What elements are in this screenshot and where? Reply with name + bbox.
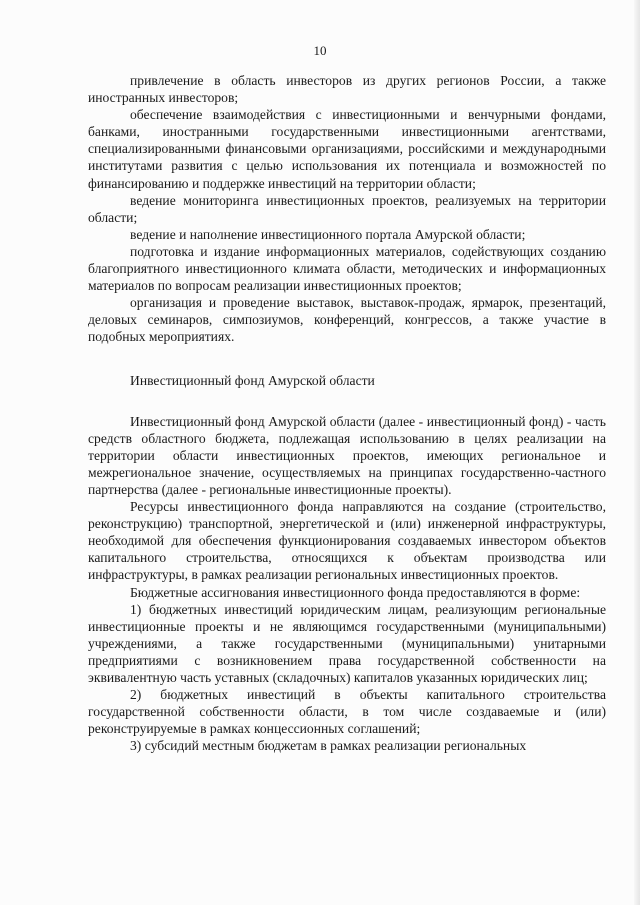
list-item-2: 2) бюджетных инвестиций в объекты капитального строительства государственной собственности области, в том числе создаваемые и (или) реконструируемые в рамках концессионных соглашений; [88, 687, 606, 737]
paragraph-interaction-funds: обеспечение взаимодействия с инвестиционными и венчурными фондами, банками, иностранными государственными инвестиционными агентствами, специализированными финансовыми организациями, российскими и международными институтами развития с целью использования их потенциала и возможностей по финансированию и поддержке инвестиций на территории области; [88, 107, 606, 191]
scan-edge-shadow [634, 0, 640, 905]
paragraph-budget-allocations: Бюджетные ассигнования инвестиционного фонда предоставляются в форме: [130, 584, 581, 600]
page-number: 10 [313, 43, 327, 58]
paragraph-materials: подготовка и издание информационных материалов, содействующих созданию благоприятного инвестиционного климата области, методических и информационных материалов по вопросам реализации инвестиционных проектов; [88, 243, 606, 294]
paragraph-portal: ведение и наполнение инвестиционного портала Амурской области; [130, 226, 526, 242]
paragraph-fund-definition: Инвестиционный фонд Амурской области (далее - инвестиционный фонд) - часть средств областного бюджета, подлежащая использованию в целях реализации на территории области инвестиционных проектов, имеющих региональное и межрегиональное значение, осуществляемых на принципах государственно-частного партнерства (далее - региональные инвестиционные проекты). [88, 413, 606, 497]
section-heading: Инвестиционный фонд Амурской области [130, 372, 375, 388]
paragraph-monitoring: ведение мониторинга инвестиционных проектов, реализуемых на территории области; [88, 192, 606, 225]
document-body [88, 72, 606, 754]
list-item-1: 1) бюджетных инвестиций юридическим лицам, реализующим региональные инвестиционные проекты и не являющимся государственными (муниципальными) учреждениями, а также государственными (муниципальными) унитарными предприятиями с возникновением права государственной собственности на эквивалентную часть уставных (складочных) капиталов указанных юридических лиц; [88, 601, 606, 685]
paragraph-fund-resources: Ресурсы инвестиционного фонда направляются на создание (строительство, реконструкцию) транспортной, энергетической и (или) инженерной инфраструктуры, необходимой для обеспечения функционирования создаваемых инвестором объектов капитального строительства, относящихся к объектам производства или инфраструктуры, в рамках реализации региональных инвестиционных проектов. [88, 499, 606, 583]
paragraph-exhibitions: организация и проведение выставок, выставок-продаж, ярмарок, презентаций, деловых семинаров, симпозиумов, конференций, конгрессов, а также участие в подобных мероприятиях. [88, 295, 606, 345]
paragraph-investors-attraction: привлечение в область инвесторов из других регионов России, а также иностранных инвесторов; [88, 73, 606, 106]
list-item-3: 3) субсидий местным бюджетам в рамках реализации региональных [130, 738, 527, 754]
